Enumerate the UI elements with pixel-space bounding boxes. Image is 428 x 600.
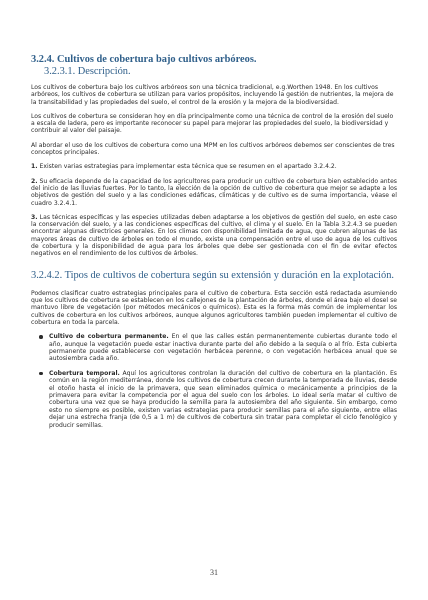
list-item-text: En el que las calles están permanentemente cubiertas durante todo el año, aunque la vegetación puede estar inactiva durante parte del año debido a la sequía o al frío. Esta cubierta permanente puede establecerse con vegetación herbácea perenne, o con vegetación herbácea anual que se autosiembra cada año. (49, 333, 397, 363)
list-item (49, 333, 397, 363)
strategy-list (31, 333, 397, 429)
numbered-item-2 (31, 178, 397, 207)
paragraph-2: Los cultivos de cobertura se consideran hoy en día principalmente como una técnica de control de la erosión del suelo a escala de ladera, pero es importante reconocer su papel para mejorar las propiedades del suelo, la biodiversidad y contribuir al valor del paisaje. (31, 112, 394, 135)
section-title: 3.2.4. Cultivos de cobertura bajo cultivos arbóreos. (31, 54, 257, 65)
bullet-icon (39, 372, 43, 376)
list-item-term: Cobertura temporal. (49, 369, 120, 377)
list-item-term: Cultivo de cobertura permanente. (49, 333, 169, 341)
item-text: Su eficacia depende de la capacidad de los agricultores para producir un cultivo de cobertura bien establecido antes del inicio de las lluvias fuertes. Por lo tanto, la elección de la opción de cultivo de cobertura que mejor se adapte a los objetivos de gestión del suelo y a las condiciones edáficas, climáticas y de cultivo es de suma importancia, véase el cuadro 3.2.4.1. (31, 177, 397, 207)
page-content (31, 54, 397, 436)
section2-intro: Podemos clasificar cuatro estrategias principales para el cultivo de cobertura. Esta sección está redactada asumiendo que los cultivos de cobertura se establecen en los callejones de la plantación de árboles, donde el área bajo el dosel se mantuvo libre de vegetación (por métodos mecánicos o químicos). Esta es la forma más común de implementar los cultivos de cobertura en los cultivos arbóreos, aunque algunos agricultores también pueden implementar el cultivo de cobertura en toda la parcela. (31, 289, 397, 326)
bullet-icon (39, 335, 43, 339)
item-number: 2. (31, 177, 38, 185)
paragraph-1: Los cultivos de cobertura bajo los cultivos arbóreos son una técnica tradicional, e.g.Worthen 1948. En los cultivos arbóreos, los cultivos de cobertura se utilizan para varios propósitos, incluyendo la gestión de nutrientes, la mejora de la transitabilidad y las propiedades del suelo, el control de la erosión y la mejora de la biodiversidad. (31, 84, 394, 106)
item-number: 1. (31, 163, 38, 171)
page-number: 31 (210, 568, 218, 577)
section2-title: 3.2.4.2. Tipos de cultivos de cobertura según su extensión y duración en la explotación. (31, 269, 395, 281)
paragraph-3: Al abordar el uso de los cultivos de cobertura como una MPM en los cultivos arbóreos debemos ser conscientes de tres conceptos principales. (31, 141, 395, 157)
list-item (49, 370, 397, 429)
numbered-item-3 (31, 214, 397, 258)
numbered-item-1 (31, 163, 397, 170)
subsection-title: 3.2.3.1. Descripción. (44, 66, 131, 77)
item-number: 3. (31, 213, 38, 221)
list-item-text: Aquí los agricultores controlan la duración del cultivo de cobertura en la plantación. Es común en la región mediterránea, donde los cultivos de cobertura crecen durante la temporada de lluvias, desde el otoño hasta el inicio de la primavera, que sean eliminados química o mecánicamente a principios de la primavera para evitar la competencia por el agua del suelo con los árboles. Lo ideal sería matar el cultivo de cobertura una vez que se haya producido la semilla para la autosiembra del año siguiente. Sin embargo, como esto no siempre es posible, existen varias estrategias para producir semillas para el año siguiente, entre ellas dejar una estrecha franja (de 0,5 a 1 m) de cultivos de cobertura sin tratar para completar el ciclo fenológico y producir semillas. (49, 369, 397, 429)
item-text: Existen varias estrategias para implementar esta técnica que se resumen en el apartado 3.2.4.2. (37, 163, 337, 171)
item-text: Las técnicas específicas y las especies utilizadas deben adaptarse a los objetivos de gestión del suelo, en este caso la conservación del suelo, y a las condiciones específicas del cultivo, el clima y el suelo. En la Tabla 3.2.4.3 se pueden encontrar algunas directrices generales. En los climas con disponibilidad limitada de agua, que cubren algunas de las mayores áreas de cultivo de árboles en todo el mundo, existe una compensación entre el uso de agua de los cultivos de cobertura y la disponibilidad de agua para los árboles que debe ser gestionada con el fin de evitar efectos negativos en el rendimiento de los cultivos de árboles. (31, 213, 397, 258)
